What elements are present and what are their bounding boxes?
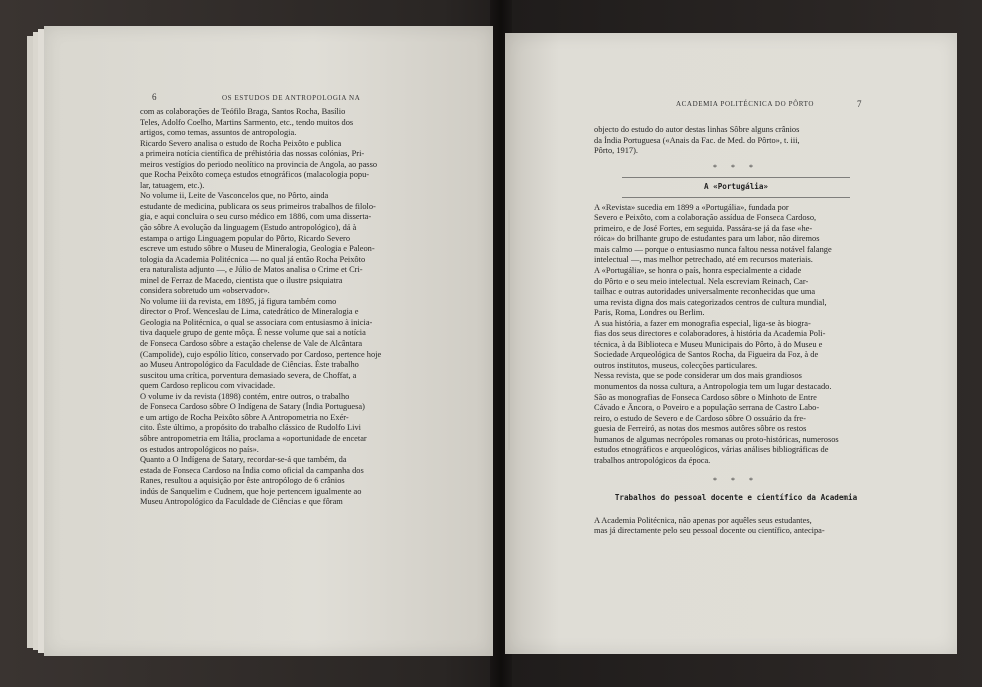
- text-line: os estudos antropológicos no país».: [140, 444, 259, 454]
- text-line: do Pôrto e o seu meio intelectual. Nela escreviam Reinach, Car-: [594, 276, 809, 286]
- text-line: Pôrto, 1917).: [594, 146, 638, 156]
- text-line: Geologia na Politécnica, o qual se associara com entusiasmo à inicia-: [140, 317, 373, 327]
- text-line: suscitou uma crítica, porventura demasiado severa, de Choffat, a: [140, 370, 357, 380]
- text-line: sôbre antropometria em Itália, proclama a «oportunidade de encetar: [140, 433, 367, 443]
- text-line: No volume iii da revista, em 1895, já figura também como: [140, 296, 337, 306]
- text-line: Cávado e Âncora, o Poveiro e a população serrana de Castro Labo-: [594, 403, 820, 413]
- text-line: com as colaborações de Teófilo Braga, Santos Rocha, Basílio: [140, 107, 346, 116]
- text-line: Sociedade Arqueológica de Santos Rocha, da Figueira da Foz, à de: [594, 350, 819, 360]
- text-line: era naturalista adjunto —, e Júlio de Matos analisa o Crime et Cri-: [140, 265, 363, 275]
- text-line: Ricardo Severo analisa o estudo de Rocha Peixôto e publica: [140, 138, 342, 148]
- text-line: tailhac e outras autoridades universalmente reconhecidas que uma: [594, 287, 816, 297]
- text-line: técnica, à da Biblioteca e Museu Municipais do Pôrto, à do Museu e: [594, 339, 823, 349]
- text-line: A «Portugália», se honra o país, honra especialmente a cidade: [594, 266, 802, 276]
- section-separator: * * *: [713, 476, 759, 486]
- section-heading: Trabalhos do pessoal docente e científico da Academia: [614, 492, 858, 502]
- text-line: lar, tatuagem, etc.).: [140, 180, 205, 190]
- text-line: ção sôbre A evolução da linguagem (Estudo antropológico), dá à: [140, 223, 357, 233]
- text-line: escreve um estudo sôbre o Museu de Mineralogia, Geologia e Paleon-: [140, 244, 375, 254]
- text-line: de Fonseca Cardoso sôbre a estação chelense de Vale de Alcântara: [140, 339, 363, 349]
- text-line: de Fonseca Cardoso sôbre O Indígena de Satary (Índia Portuguesa): [140, 402, 365, 412]
- left-page-body: [140, 107, 440, 508]
- right-page-body: [594, 125, 878, 537]
- running-header: OS ESTUDOS DE ANTROPOLOGIA NA: [222, 94, 361, 102]
- section-heading: A «Portugália»: [703, 182, 768, 192]
- text-line: minel de Ferraz de Macedo, cientista que o ilustre psiquiatra: [140, 275, 343, 285]
- text-line: O volume iv da revista (1898) contém, entre outros, o trabalho: [140, 391, 350, 401]
- text-line: indús de Sanquelim e Cudnem, que hoje pertencem igualmente ao: [140, 486, 362, 496]
- text-line: No volume ii, Leite de Vasconcelos que, no Pôrto, ainda: [140, 191, 329, 201]
- text-line: mas já directamente pelo seu pessoal docente ou científico, antecipa-: [594, 526, 825, 536]
- text-line: róica» do brilhante grupo de estudantes para um labor, não diremos: [594, 234, 820, 244]
- text-line: Ranes, resultou a aquisição por êste antropólogo de 6 crânios: [140, 476, 345, 486]
- text-line: mais calmo — porque o entusiasmo nunca faltou nessa notável falange: [594, 244, 832, 254]
- text-line: intelectual —, mas melhor petrechado, até em recursos materiais.: [594, 255, 813, 265]
- text-line: gia, e aqui concluira o seu curso médico em 1886, com uma disserta-: [140, 212, 372, 222]
- text-line: quem Cardoso replicou com vivacidade.: [140, 381, 276, 391]
- text-line: tiva daquele grupo de gente môça. É nesse volume que sai a notícia: [140, 328, 366, 338]
- text-line: meiros vestígios do periodo neolítico na provincia de Angola, ao passo: [140, 159, 378, 169]
- text-line: A Academia Politécnica, não apenas por aquêles seus estudantes,: [594, 515, 812, 525]
- text-line: que Rocha Peixôto começa estudos etnográficos (malacologia popu-: [140, 170, 370, 180]
- text-line: estudante de medicina, publicara os seus primeiros trabalhos de filolo-: [140, 201, 376, 211]
- text-line: e um artigo de Rocha Peixôto sôbre A Antropometria no Exér-: [140, 412, 349, 422]
- text-line: fias dos seus directores e colaboradores, à história da Academia Poli-: [594, 329, 826, 339]
- text-line: Quanto a O Indígena de Satary, recordar-se-á que também, da: [140, 455, 347, 465]
- text-line: uma revista digna dos mais categorizados centros de cultura mundial,: [594, 297, 827, 307]
- page-number: 7: [857, 99, 862, 109]
- text-line: trabalhos antropológicos da época.: [594, 455, 711, 465]
- text-line: A «Revista» sucedia em 1899 a «Portugália», fundada por: [594, 202, 789, 212]
- text-line: A sua história, a fazer em monografia especial, liga-se às biogra-: [594, 318, 811, 328]
- text-line: Paris, Roma, Londres ou Berlim.: [594, 308, 705, 318]
- divider: [622, 197, 850, 198]
- text-line: considera sobretudo um «observador».: [140, 286, 270, 296]
- text-line: cito. Éste último, a propósito do trabalho clássico de Rudolfo Livi: [140, 423, 361, 433]
- gutter-crease: [508, 210, 510, 450]
- page-number: 6: [152, 92, 157, 102]
- text-line: reiro, o estudo de Severo e de Cardoso sôbre O ossuário da fre-: [594, 413, 806, 423]
- left-page: [44, 26, 493, 656]
- text-line: outros institutos, museus, colecções particulares.: [594, 360, 758, 370]
- text-line: humanos de algumas necrópoles romanas ou proto-históricas, numerosos: [594, 434, 839, 444]
- text-line: tologia da Academia Politécnica — no qual já então Rocha Peixôto: [140, 254, 366, 264]
- text-line: director o Prof. Wenceslau de Lima, catedrático de Mineralogia e: [140, 307, 359, 317]
- section-separator: * * *: [713, 162, 759, 172]
- text-line: São as monografias de Fonseca Cardoso sôbre o Minhoto de Entre: [594, 392, 817, 402]
- text-line: artigos, como temas, assuntos de antropologia.: [140, 128, 297, 138]
- text-line: ao Museu Antropológico da Faculdade de Ciências. Éste trabalho: [140, 360, 359, 370]
- text-line: Teles, Adolfo Coelho, Martins Sarmento, etc., tendo muitos dos: [140, 117, 354, 127]
- text-line: estampa o artigo Linguagem popular do Pôrto, Ricardo Severo: [140, 233, 351, 243]
- text-line: primeiro, e de José Fortes, em seguida. Passára-se já da fase «he-: [594, 223, 813, 233]
- text-line: guesia de Ferreiró, as notas dos mesmos autôres sôbre os restos: [594, 424, 807, 434]
- text-line: da Índia Portuguesa («Anais da Fac. de Med. do Pôrto», t. iii,: [594, 135, 800, 145]
- text-line: objecto do estudo do autor destas linhas Sôbre alguns crânios: [594, 125, 800, 134]
- text-line: monumentos da nossa cultura, a Antropologia tem um lugar destacado.: [594, 382, 832, 392]
- text-line: estada de Fonseca Cardoso na Índia como oficial da campanha dos: [140, 465, 364, 475]
- text-line: (Campolide), cujo espólio lítico, conservado por Cardoso, pertence hoje: [140, 349, 382, 359]
- text-line: Severo e Peixôto, com a colaboração assídua de Fonseca Cardoso,: [594, 213, 817, 223]
- running-header: ACADEMIA POLITÉCNICA DO PÔRTO: [676, 100, 814, 108]
- text-line: a primeira notícia científica de préhistória das nossas colónias, Pri-: [140, 149, 365, 159]
- divider: [622, 177, 850, 178]
- right-page: [505, 33, 957, 654]
- text-line: Nessa revista, que se pode considerar um dos mais grandiosos: [594, 371, 802, 381]
- text-line: Museu Antropológico da Faculdade de Ciências e que fôram: [140, 497, 343, 507]
- text-line: estudos etnográficos e arqueológicos, várias análises bibliográficas de: [594, 445, 829, 455]
